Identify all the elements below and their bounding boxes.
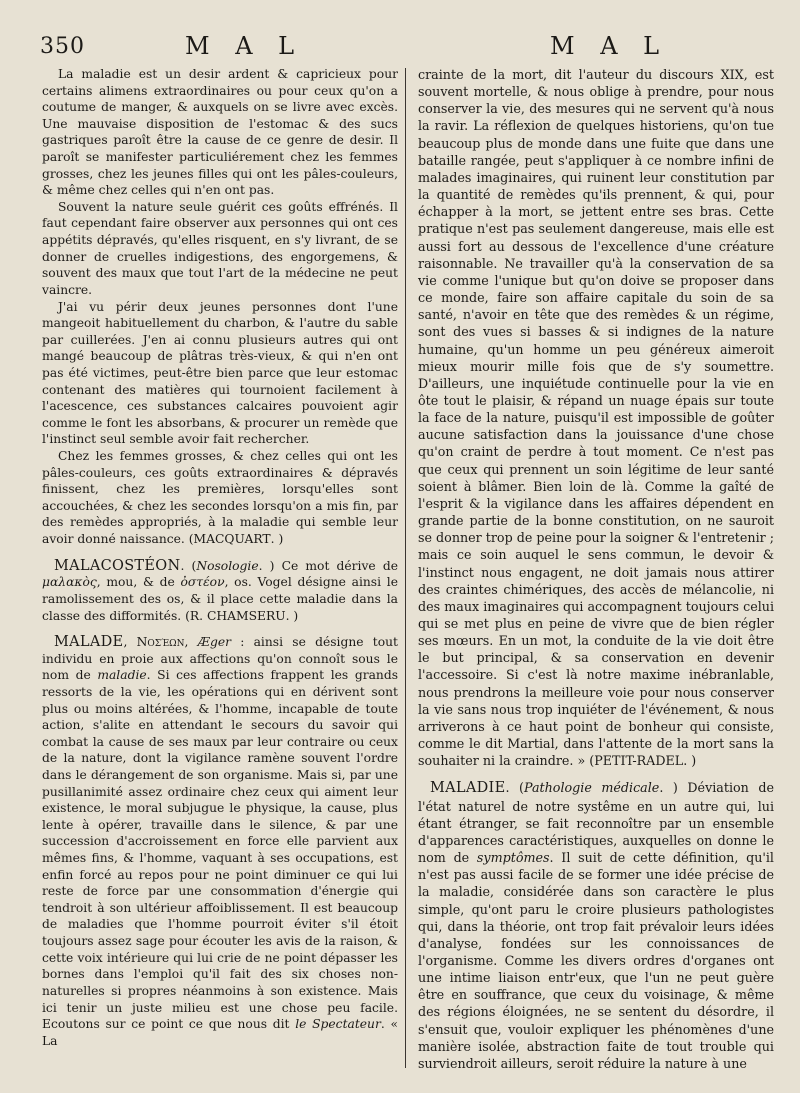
headword: MALADIE bbox=[430, 780, 506, 797]
author-signature: MACQUART bbox=[193, 532, 271, 547]
page-number: 350 bbox=[40, 34, 85, 59]
paragraph: crainte de la mort, dit l'auteur du discours XIX, est souvent mortelle, & nous oblige à prendre, pour nous conserver la vie, des mesures qui ne servent qu'à nous la ravir. La réflexion de quelques historiens, qu'on tue beaucoup plus de monde dans une fuite que dans une bataille rangée, peut s'appliquer à ce nombre infini de malades imaginaires, qui ruinent leur constitution par la quantité de remèdes qu'ils prennent, & qui, pour échapper à la mort, se jettent entre ses bras. Cette pratique n'est pas seulement dangereuse, mais elle est aussi fort au dessous de l'excellence d'une créature raisonnable. Ne travailler qu'à la conservation de sa vie comme l'unique but qu'on doive se proposer dans ce monde, faire son affaire capitale du soin de sa santé, n'avoir en tête que des remèdes & un régime, sont des vues si basses & si indignes de la nature humaine, qu'un homme un peu généreux aimeroit mieux mourir mille fois que de s'y soumettre. D'ailleurs, une inquiétude continuelle pour la vie en ôte tout le plaisir, & répand un nuage épais sur toute la face de la nature, puisqu'il est impossible de goûter aucune satisfaction dans la jouissance d'une chose qu'on craint de perdre à tout moment. Ce n'est pas que ceux qui prennent un soin légitime de leur santé soient à blâmer. Bien loin de là. Comme la gaîté de l'esprit & la vigilance dans les affaires dépendent en grande partie de la bonne constitution, on ne sauroit se donner trop de peine pour la soigner & l'entretenir ; mais ce soin auquel le sens commun, le devoir & l'instinct nous engagent, ne doit jamais nous attirer des craintes chimériques, des accès de mélancolie, ni des maux imaginaires qui accompagnent toujours celui qui se met plus en peine de vivre que de bien régler ses mœurs. En un mot, la conduite de la vie doit être le but principal, & sa conservation en devenir l'accessoire. Si c'est là notre maxime inébranlable, nous prendrons la meilleure voie pour nous conserver la vie sans nous trop inquiéter de l'événement, & nous arriverons à ce haut point de bonheur qui consiste, comme le dit Martial, dans l'attente de la mort sans la souhaiter ni la craindre. » (PETIT-RADEL. ) bbox=[418, 67, 775, 769]
headword: MALADE bbox=[54, 634, 124, 651]
headword: MALACOSTÉON bbox=[54, 557, 181, 574]
page-header bbox=[0, 30, 800, 64]
paragraph: La maladie est un desir ardent & capricieux pour certains alimens extraordinaires ou pour ceux qu'on a coutume de manger, & auxquels on se livre avec excès. Une mauvaise disposition de l'estomac & des sucs gastriques paroît être la cause de ce genre de desir. Il paroît se manifester particuliérement chez les femmes grosses, chez les jeunes filles qui ont les pâles-couleurs, & même chez celles qui n'en ont pas. bbox=[42, 67, 398, 198]
entry-maladie: MALADIE. (Pathologie médicale. ) Déviation de l'état naturel de notre systême en un autre qui, lui étant étranger, se fait reconnoître par un ensemble d'apparences caractéristiques, auxquelles on donne le nom de symptômes. Il suit de cette définition, qu'il n'est pas aussi facile de se former une idée précise de la maladie, considérée dans son caractère le plus simple, qu'ont paru le croire plusieurs pathologistes qui, dans la théorie, ont trop fait prévaloir leurs idées d'analyse, fondées sur les connoissances de l'organisme. Comme les divers ordres d'organes ont une intime liaison entr'eux, que l'un ne peut guère être en souffrance, que ceux du voisinage, & même des régions éloignées, ne se sentent du désordre, il s'ensuit que, vouloir expliquer les phénomènes d'une manière isolée, abstraction faite de tout trouble qui surviendroit ailleurs, seroit réduire la nature à une bbox=[418, 780, 774, 1071]
left-column bbox=[42, 66, 398, 1049]
column-divider bbox=[405, 68, 406, 1068]
running-head-right: M A L bbox=[550, 32, 669, 60]
author-signature: R. CHAMSERU bbox=[189, 608, 286, 623]
paragraph: Chez les femmes grosses, & chez celles qui ont les pâles-couleurs, ces goûts extraordinaires & dépravés finissent, chez les premières, lorsqu'elles sont accouchées, & chez les secondes lorsqu'on a mis fin, par des remèdes appropriés, à la maladie qui semble leur avoir donné naissance. (MACQUART. ) bbox=[42, 449, 398, 547]
right-column bbox=[418, 66, 774, 1072]
entry-malade: MALADE, Νοσέων, Æger : ainsi se désigne tout individu en proie aux affections qu'on connoît sous le nom de maladie. Si ces affections frappent les grands ressorts de la vie, les opérations qui en dérivent sont plus ou moins altérées, & l'homme, incapable de toute action, s'alite en attendant le secours du savoir qui combat la cause de ses maux par leur contraire ou ceux de la nature, dont la vigilance ramène souvent l'ordre dans le dérangement de son organisme. Mais si, par une pusillanimité assez ordinaire chez ceux qui aiment leur existence, le moral subjugue le physique, la cause, plus lente à opérer, travaille dans le silence, & par une succession d'accroissement en force elle parvient aux mêmes fins, & l'homme, vaquant à ses occupations, est enfin forcé au repos pour ne point diminuer ce qui lui reste de force par une consommation d'énergie qui tendroit à son ultérieur affoiblissement. Il est beaucoup de maladies que l'homme pourroit éviter s'il étoit toujours assez sage pour écouter les avis de la raison, & cette voix intérieure qui lui crie de ne point dépasser les bornes dans l'emploi qu'il fait des six choses non-naturelles si propres néanmoins à son existence. Mais ici tenir un juste milieu est une chose peu facile. Ecoutons sur ce point ce que nous dit le Spectateur. « La bbox=[42, 634, 399, 1048]
paragraph: J'ai vu périr deux jeunes personnes dont l'une mangeoit habituellement du charbon, & l'autre du sable par cuillerées. J'en ai connu plusieurs autres qui ont mangé beaucoup de plâtras très-vieux, & qui n'en ont pas été victimes, peut-être bien parce que leur estomac contenant des matières qui tournoient facilement à l'acescence, ces substances calcaires pouvoient agir comme le font les absorbans, & procurer un remède que l'instinct seul semble avoir fait rechercher. bbox=[42, 299, 398, 447]
running-head-left: M A L bbox=[185, 32, 304, 60]
entry-malacosteon: MALACOSTÉON. (Nosologie. ) Ce mot dérive de μαλακὸς, mou, & de ὀστέον, os. Vogel désigne ainsi le ramolissement des os, & il place cette maladie dans la classe des difformités. (R. CHAMSERU. ) bbox=[42, 557, 398, 623]
author-signature: PETIT-RADEL bbox=[594, 753, 684, 769]
paragraph: Souvent la nature seule guérit ces goûts effrénés. Il faut cependant faire observer aux personnes qui ont ces appétits dépravés, qu'elles risquent, en s'y livrant, de se donner de cruelles indigestions, des engorgemens, & souvent des maux que tout l'art de la médecine ne peut vaincre. bbox=[42, 199, 398, 297]
